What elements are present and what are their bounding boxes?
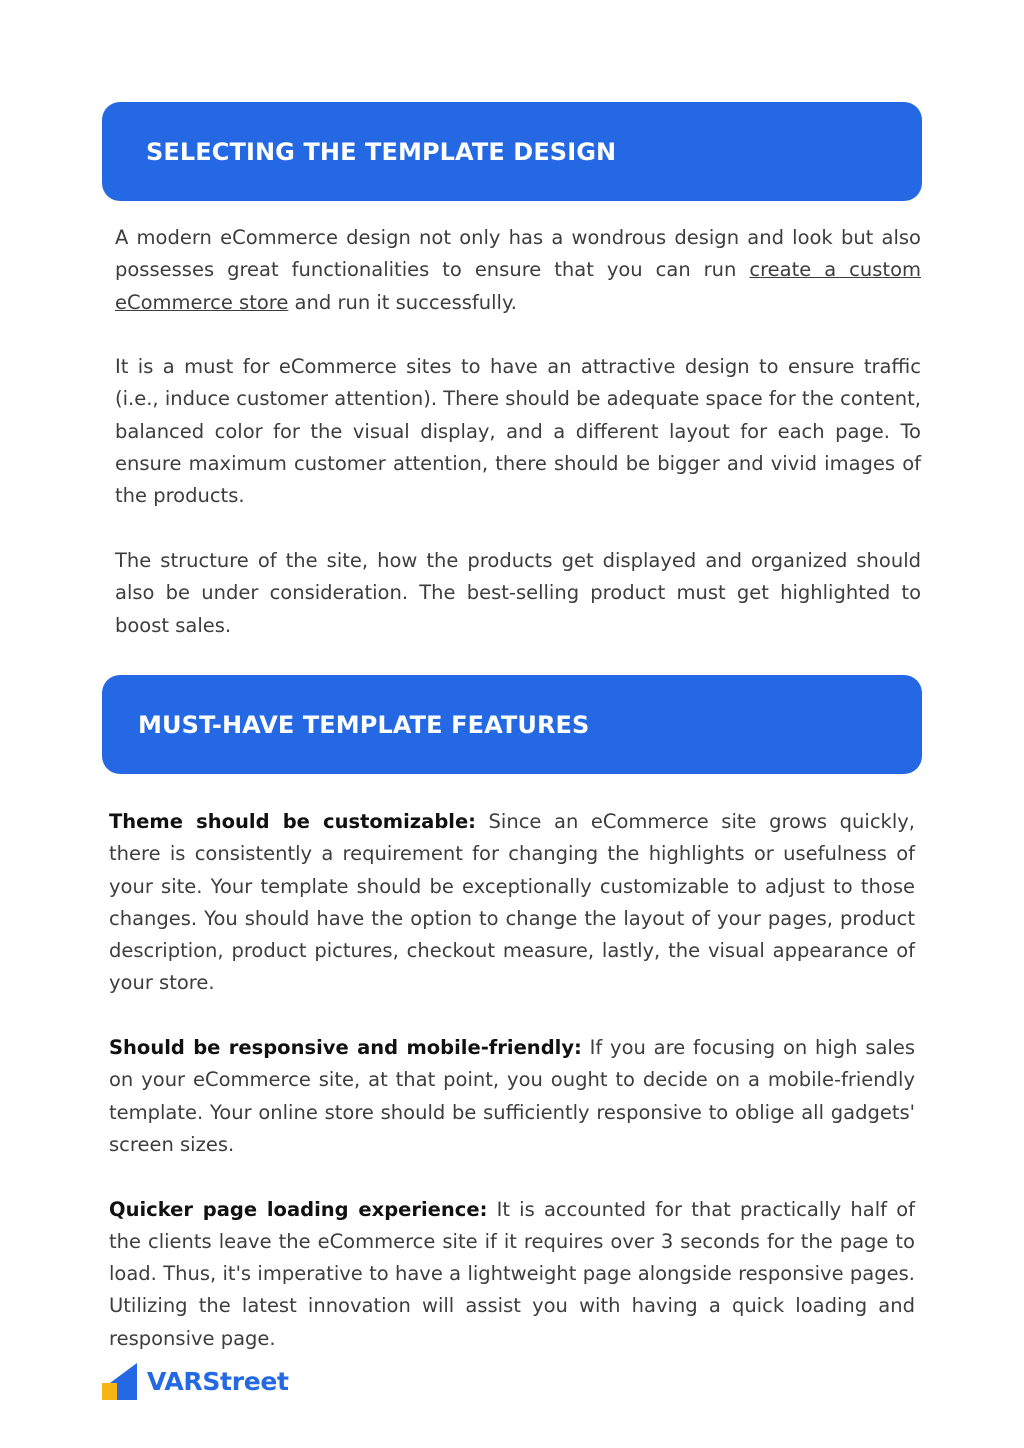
section-heading: SELECTING THE TEMPLATE DESIGN (146, 137, 617, 166)
section-banner-template-design (102, 102, 922, 201)
feature-text: If you are focusing on high sales on your eCommerce site, at that point, you ought to decide on a mobile-friendly template. Your online store should be sufficiently responsive to oblige all gadgets' screen sizes. (109, 1036, 916, 1156)
varstreet-logo-icon (102, 1363, 137, 1400)
section-banner-template-features (102, 675, 922, 774)
varstreet-logo (102, 1363, 289, 1400)
paragraph: The structure of the site, how the products get displayed and organized should also be under consideration. The best-selling product must get highlighted to boost sales. (115, 548, 921, 637)
feature-heading: Quicker page loading experience: (109, 1197, 488, 1221)
feature-text: Since an eCommerce site grows quickly, there is consistently a requirement for changing the highlights or usefulness of your site. Your template should be exceptionally customizable to adjust to those changes. You should have the option to change the layout of your pages, product description, product pictures, checkout measure, lastly, the visual appearance of your store. (109, 810, 915, 995)
feature-item (109, 806, 915, 1000)
paragraph: It is a must for eCommerce sites to have an attractive design to ensure traffic (i.e., induce customer attention). There should be adequate space for the content, balanced color for the visual display, and a different layout for each page. To ensure maximum customer attention, there should be bigger and vivid images of the products. (115, 355, 921, 508)
template-design-body (115, 222, 921, 642)
paragraph-text: A modern eCommerce design not only has a wondrous design and look but also possesses great functionalities to ensure that you can run (115, 226, 921, 282)
feature-item (109, 1194, 915, 1355)
section-heading: MUST-HAVE TEMPLATE FEATURES (138, 710, 590, 739)
feature-heading: Should be responsive and mobile-friendly: (109, 1036, 582, 1060)
paragraph-text: and run it successfully. (288, 290, 517, 314)
create-custom-store-link[interactable]: create a custom eCommerce store (115, 258, 921, 314)
feature-heading: Theme should be customizable: (109, 810, 476, 833)
feature-item (109, 1032, 915, 1161)
template-features-body (109, 806, 915, 1355)
logo-wordmark: VARStreet (147, 1367, 289, 1396)
feature-text: It is accounted for that practically half of the clients leave the eCommerce site if it requires over 3 seconds for the page to load. Thus, it's imperative to have a lightweight page alongside responsive pages. Utilizing the latest innovation will assist you with having a quick loading and responsive page. (109, 1197, 915, 1350)
paragraph (115, 222, 921, 319)
